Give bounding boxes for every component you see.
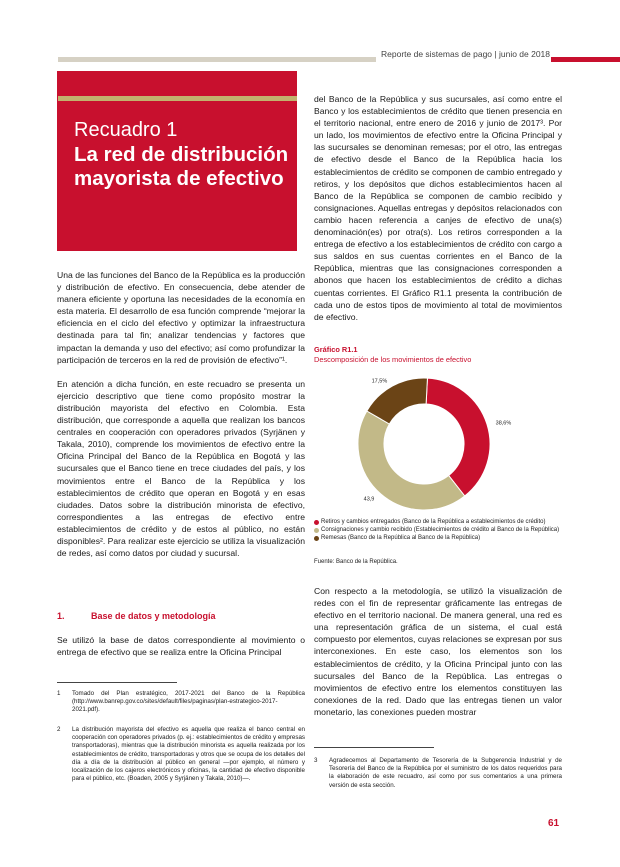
footnote-2 xyxy=(57,726,305,783)
left-column-continued xyxy=(57,634,305,670)
donut-label-retiros: 38,6% xyxy=(495,420,512,427)
box-title: La red de distribución mayorista de efectivo xyxy=(74,143,289,190)
footnote-3 xyxy=(314,757,562,790)
box-kicker: Recuadro 1 xyxy=(74,119,178,141)
legend-label-retiros: Retiros y cambios entregados (Banco de la República a establecimientos de crédito) xyxy=(321,519,546,525)
right-column-continued xyxy=(314,585,562,730)
right-paragraph-1: del Banco de la República y sus sucursales, así como entre el Banco y los establecimientos de crédito que tienen presencia en el territorio nacional, entre enero de 2016 y junio de 2017³. Por un lado, los movimientos de efectivo entre la Oficina Principal y las sucursales se denominan remesas; por el otro, las entregas de efectivo desde el Banco de la República hacia los establecimientos de crédito se componen de cambio entregado y retiros, y los depósitos que dichos establecimientos hacen al Banco de la República se componen de cambio recibido y consignaciones. Aquellas entregas y depósitos relacionados con cambio hacen referencia a canjes de efectivo de una(s) denominación(es) por otra(s). Los retiros corresponden a la entrega de efectivo a los establecimientos de crédito con cargo a sus saldos en sus cuentas corrientes en el Banco de la República, mientras que las consignaciones corresponden a abonos que hacen los establecimientos de crédito a dichas cuentas corrientes. El Gráfico R1.1 presenta la contribución de cada uno de estos tipos de movimiento al total de movimientos de efectivo. xyxy=(314,94,562,322)
section-number: 1. xyxy=(57,611,65,621)
footnote-text: Tomado del Plan estratégico, 2017-2021 del Banco de la República (http://www.banrep.gov.co/sites/default/files/paginas/plan-estrategico-2017-2021.pdf). xyxy=(72,690,305,714)
footnote-text: Agradecemos al Departamento de Tesorería de la Subgerencia Industrial y de Tesorería del Banco de la República por el suministro de los datos requeridos para la elaboración de este recuadro, así como por sus comentarios a una primera versión de esta sección. xyxy=(329,757,562,789)
chart-legend xyxy=(314,518,562,542)
footnote-number: 1 xyxy=(57,690,61,697)
legend-label-remesas: Remesas (Banco de la República al Banco de la República) xyxy=(321,535,481,541)
figure-label: Gráfico R1.1 xyxy=(314,345,358,354)
legend-item-consignaciones xyxy=(314,526,562,534)
left-column xyxy=(57,269,305,571)
figure-source: Fuente: Banco de la República. xyxy=(314,559,398,565)
footnote-text: La distribución mayorista del efectivo es aquella que realiza el banco central en cooperación con operadores privados (p. ej.: establecimientos de crédito y empresas transportadoras), mientras que la distribución minorista es aquella realizada por los establecimientos de crédito, transportadoras y otros que se ocupa de los detalles del día a día de la distribución al público en general —por ejemplo, el número y localización de los cajeros electrónicos y oficinas, la cantidad de efectivo disponible para el público, etc. (Boaden, 2005 y Syrjänen y Takala, 2010)—. xyxy=(72,726,305,783)
legend-label-consignaciones: Consignaciones y cambio recibido (Establecimientos de crédito al Banco de la República) xyxy=(321,527,560,533)
donut-slice-consignaciones xyxy=(358,411,465,510)
right-column xyxy=(314,93,562,335)
footnote-rule-right xyxy=(314,747,434,748)
legend-swatch-remesas xyxy=(314,536,319,541)
legend-item-retiros xyxy=(314,518,562,526)
footnote-number: 2 xyxy=(57,726,61,733)
left-paragraph-3: Se utilizó la base de datos correspondiente al movimiento o entrega de efectivo que se realiza entre la Oficina Principal xyxy=(57,635,305,658)
title-accent-rule xyxy=(58,96,297,101)
header-rule-left xyxy=(58,57,376,62)
footnote-1 xyxy=(57,690,305,715)
figure-title: Descomposición de los movimientos de efectivo xyxy=(314,355,472,364)
footnote-rule-left xyxy=(57,682,177,683)
donut-chart xyxy=(314,372,562,518)
donut-label-consignaciones: 43,9 xyxy=(363,496,375,503)
legend-item-remesas xyxy=(314,534,562,542)
section-title: Base de datos y metodología xyxy=(91,611,216,621)
section-heading xyxy=(57,611,216,621)
donut-label-remesas: 17,5% xyxy=(371,378,388,385)
left-paragraph-2: En atención a dicha función, en este recuadro se presenta un ejercicio descriptivo que tiene como propósito mostrar la distribución mayorista del efectivo en Colombia. Esta distribución, que corresponde a aquella que realizan los bancos centrales en cooperación con operadores privados (Syrjänen y Takala, 2010), comprende los movimientos de efectivo entre la Oficina Principal del Banco de la República en Bogotá y las sucursales que el Banco tiene en trece ciudades del país, y los movimientos entre el Banco de la República y los establecimientos de crédito que operan en Bogotá y en esas ciudades. Datos sobre la distribución minorista de efectivo, correspondientes a las entregas de efectivo entre establecimientos de crédito y de estos al público, no están disponibles². Para realizar este ejercicio se utiliza la visualización de redes, así como datos por ciudad y sucursal. xyxy=(57,378,305,559)
footnote-number: 3 xyxy=(314,757,318,764)
right-paragraph-2: Con respecto a la metodología, se utilizó la visualización de redes con el fin de representar gráficamente las entregas de efectivo en el territorio nacional. De manera general, una red es una representación gráfica de un sistema, el cual está compuesto por elementos, cuyas relaciones se expresan por sus interconexiones. En este caso, los elementos son los establecimientos de crédito, y la Oficina Principal junto con las sucursales del Banco de la República. Las entregas o movimientos de efectivo entre los elementos constituyen las conexiones de la red. Dado que las entregas tienen un valor monetario, las conexiones pueden mostrar xyxy=(314,586,562,717)
header-rule-right xyxy=(551,57,620,62)
left-paragraph-1: Una de las funciones del Banco de la República es la producción y distribución de efectivo. En consecuencia, debe atender de manera eficiente y oportuna las necesidades de la economía en esta materia. El desarrollo de esa función comprende “mejorar la eficiencia en el ciclo del efectivo y optimizar la infraestructura destinada para tal fin; analizar tendencias y factores que impactan la demanda y uso del efectivo; así como profundizar la participación de terceros en la red de provisión de efectivo”¹. xyxy=(57,270,305,365)
donut-slice-retiros xyxy=(426,378,490,496)
figure-caption xyxy=(314,345,471,365)
legend-swatch-retiros xyxy=(314,520,319,525)
page-number: 61 xyxy=(548,818,560,829)
running-header: Reporte de sistemas de pago | junio de 2018 xyxy=(381,49,551,59)
legend-swatch-consignaciones xyxy=(314,528,319,533)
